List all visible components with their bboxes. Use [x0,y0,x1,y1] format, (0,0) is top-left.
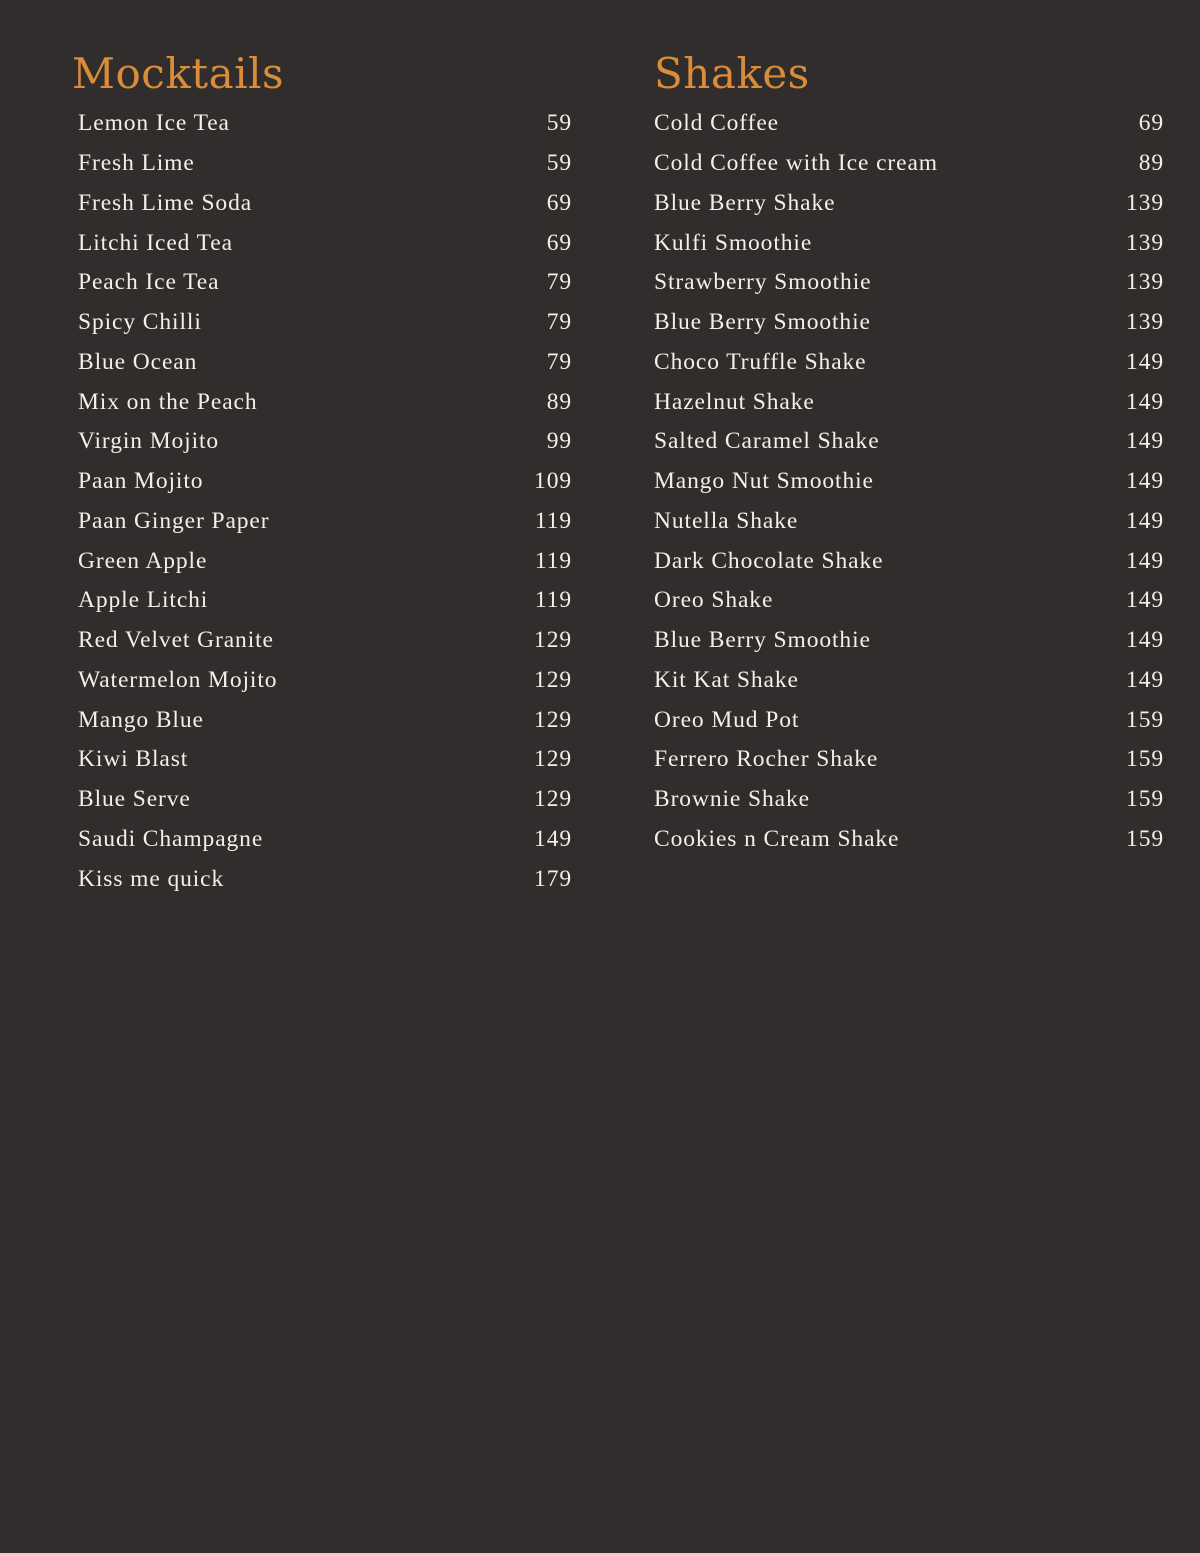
menu-item [654,104,1164,144]
menu-item [72,104,572,144]
item-price: 119 [534,507,572,534]
shakes-title: Shakes [654,49,810,98]
menu-item [654,144,1164,184]
item-name: Brownie Shake [654,786,810,813]
item-price: 149 [1126,627,1164,654]
item-name: Strawberry Smoothie [654,269,872,296]
item-name: Oreo Mud Pot [654,706,800,733]
item-price: 139 [1126,189,1164,216]
menu-item [654,700,1164,740]
menu-item [72,144,572,184]
menu-item [72,621,572,661]
item-name: Virgin Mojito [78,428,220,455]
item-price: 129 [534,666,572,693]
item-price: 149 [1126,547,1164,574]
item-price: 59 [546,110,572,137]
item-name: Green Apple [78,547,208,574]
item-price: 179 [534,865,572,892]
item-price: 149 [1126,666,1164,693]
menu-item [654,661,1164,701]
item-price: 89 [546,388,572,415]
item-name: Mix on the Peach [78,388,258,415]
mocktails-list [72,104,572,899]
mocktails-section [72,48,572,899]
menu-item [654,541,1164,581]
item-name: Dark Chocolate Shake [654,547,884,574]
menu-item [72,700,572,740]
item-name: Fresh Lime Soda [78,189,253,216]
shakes-list [654,104,1164,859]
item-price: 139 [1126,309,1164,336]
item-name: Litchi Iced Tea [78,229,233,256]
menu-item [654,184,1164,224]
menu-item [72,820,572,860]
menu-item [654,621,1164,661]
menu-item [654,780,1164,820]
item-price: 109 [534,468,572,495]
item-name: Watermelon Mojito [78,666,278,693]
item-price: 119 [534,547,572,574]
item-name: Paan Ginger Paper [78,507,270,534]
item-price: 149 [1126,388,1164,415]
item-price: 149 [1126,348,1164,375]
menu-item [72,541,572,581]
menu-item [654,502,1164,542]
item-name: Oreo Shake [654,587,774,614]
item-name: Salted Caramel Shake [654,428,880,455]
menu-item [72,740,572,780]
item-name: Kit Kat Shake [654,666,799,693]
item-name: Spicy Chilli [78,309,202,336]
item-price: 79 [546,269,572,296]
item-price: 119 [534,587,572,614]
item-price: 59 [546,150,572,177]
menu-item [654,382,1164,422]
item-name: Red Velvet Granite [78,627,274,654]
item-price: 149 [534,825,572,852]
item-price: 159 [1126,746,1164,773]
item-name: Apple Litchi [78,587,209,614]
item-price: 129 [534,746,572,773]
mocktails-title: Mocktails [72,49,285,98]
item-price: 159 [1126,786,1164,813]
menu-item [72,303,572,343]
item-price: 149 [1126,587,1164,614]
item-price: 79 [546,348,572,375]
menu-item [654,343,1164,383]
menu-item [654,303,1164,343]
menu-item [72,382,572,422]
menu-item [72,422,572,462]
item-name: Saudi Champagne [78,825,264,852]
item-name: Kiwi Blast [78,746,189,773]
menu-item [654,223,1164,263]
item-name: Blue Berry Smoothie [654,627,871,654]
item-name: Mango Blue [78,706,204,733]
item-price: 149 [1126,428,1164,455]
item-name: Blue Berry Shake [654,189,836,216]
menu-item [654,740,1164,780]
item-name: Cookies n Cream Shake [654,825,900,852]
item-name: Fresh Lime [78,150,195,177]
menu-item [72,581,572,621]
menu-item [72,502,572,542]
item-price: 79 [546,309,572,336]
item-price: 159 [1126,825,1164,852]
menu-item [654,462,1164,502]
menu-item [72,462,572,502]
item-price: 159 [1126,706,1164,733]
menu-item [72,184,572,224]
menu-item [654,581,1164,621]
item-price: 129 [534,786,572,813]
item-name: Lemon Ice Tea [78,110,230,137]
item-name: Cold Coffee [654,110,779,137]
shakes-section [654,48,1164,859]
item-name: Mango Nut Smoothie [654,468,874,495]
menu-item [72,780,572,820]
menu-item [654,263,1164,303]
item-price: 149 [1126,468,1164,495]
item-name: Blue Ocean [78,348,198,375]
menu-item [72,223,572,263]
item-price: 89 [1138,150,1164,177]
menu-item [72,343,572,383]
menu-item [654,422,1164,462]
menu-item [654,820,1164,860]
item-name: Blue Berry Smoothie [654,309,871,336]
item-price: 69 [546,189,572,216]
item-price: 149 [1126,507,1164,534]
item-name: Paan Mojito [78,468,204,495]
item-price: 139 [1126,269,1164,296]
item-name: Peach Ice Tea [78,269,220,296]
item-name: Choco Truffle Shake [654,348,867,375]
menu-item [72,263,572,303]
item-price: 69 [546,229,572,256]
item-price: 69 [1138,110,1164,137]
menu-item [72,859,572,899]
item-price: 129 [534,627,572,654]
item-name: Nutella Shake [654,507,799,534]
item-price: 99 [546,428,572,455]
item-name: Hazelnut Shake [654,388,815,415]
item-name: Kulfi Smoothie [654,229,813,256]
item-name: Kiss me quick [78,865,225,892]
item-price: 139 [1126,229,1164,256]
item-name: Cold Coffee with Ice cream [654,150,938,177]
item-price: 129 [534,706,572,733]
item-name: Ferrero Rocher Shake [654,746,879,773]
item-name: Blue Serve [78,786,191,813]
menu-item [72,661,572,701]
